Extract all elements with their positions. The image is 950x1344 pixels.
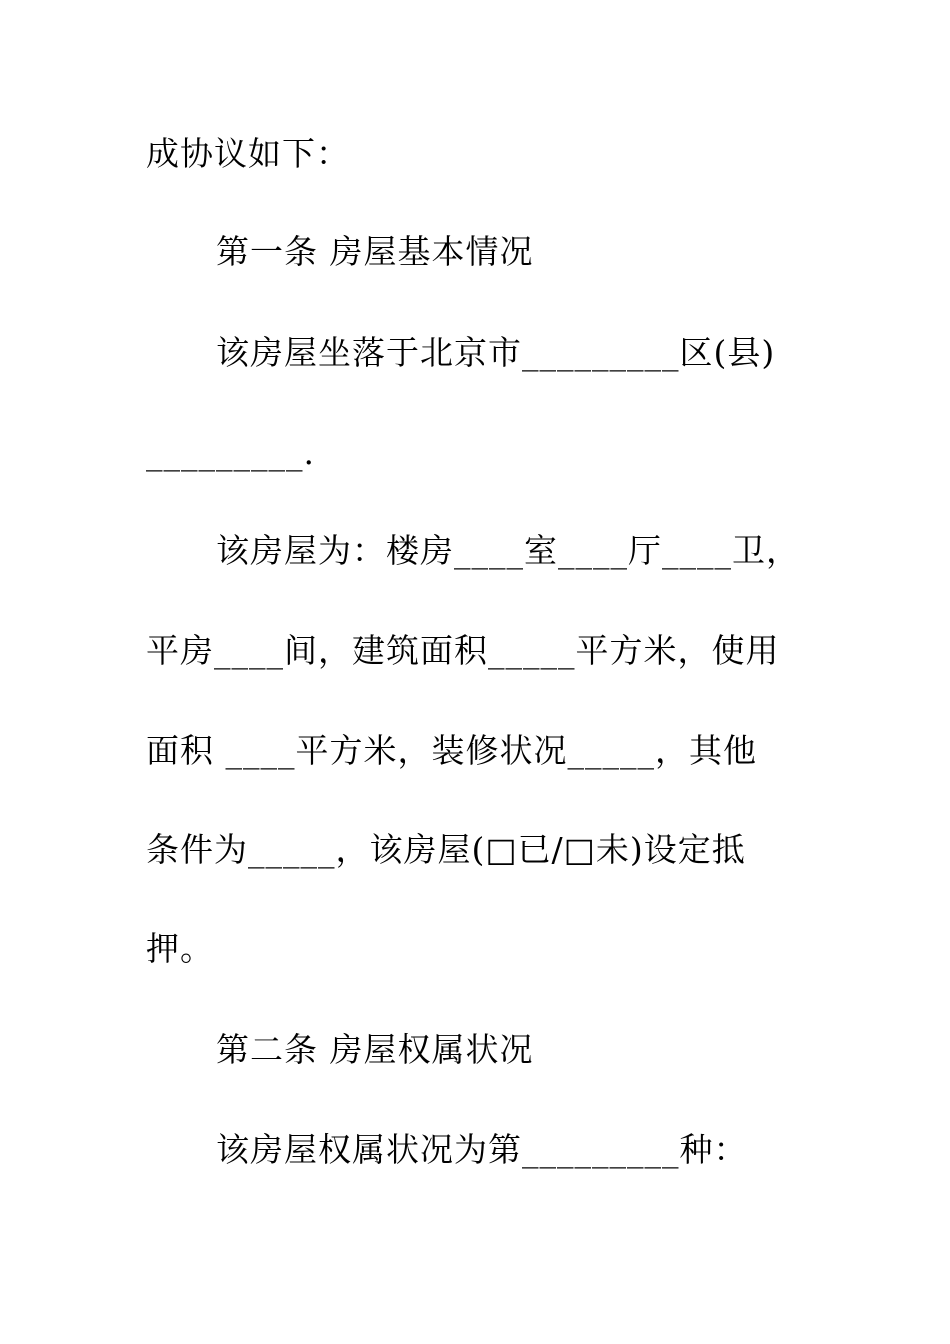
paragraph-location: 该房屋坐落于北京市_________区(县)	[216, 333, 776, 372]
paragraph-ownership: 该房屋权属状况为第_________种：	[216, 1130, 748, 1169]
paragraph-agreement-intro: 成协议如下：	[146, 134, 350, 173]
paragraph-layout-cont-2: 面积 ____平方米，装修状况_____，其他	[146, 731, 757, 770]
heading-article-1: 第一条 房屋基本情况	[216, 232, 534, 271]
paragraph-layout: 该房屋为：楼房____室____厅____卫，	[216, 531, 800, 570]
paragraph-layout-cont-1: 平房____间，建筑面积_____平方米，使用	[146, 631, 780, 670]
heading-article-2: 第二条 房屋权属状况	[216, 1030, 534, 1069]
paragraph-layout-cont-3: 条件为_____，该房屋(□已/□未)设定抵	[146, 830, 746, 869]
paragraph-layout-cont-4: 押。	[146, 929, 214, 968]
paragraph-location-cont: _________.	[146, 433, 315, 472]
